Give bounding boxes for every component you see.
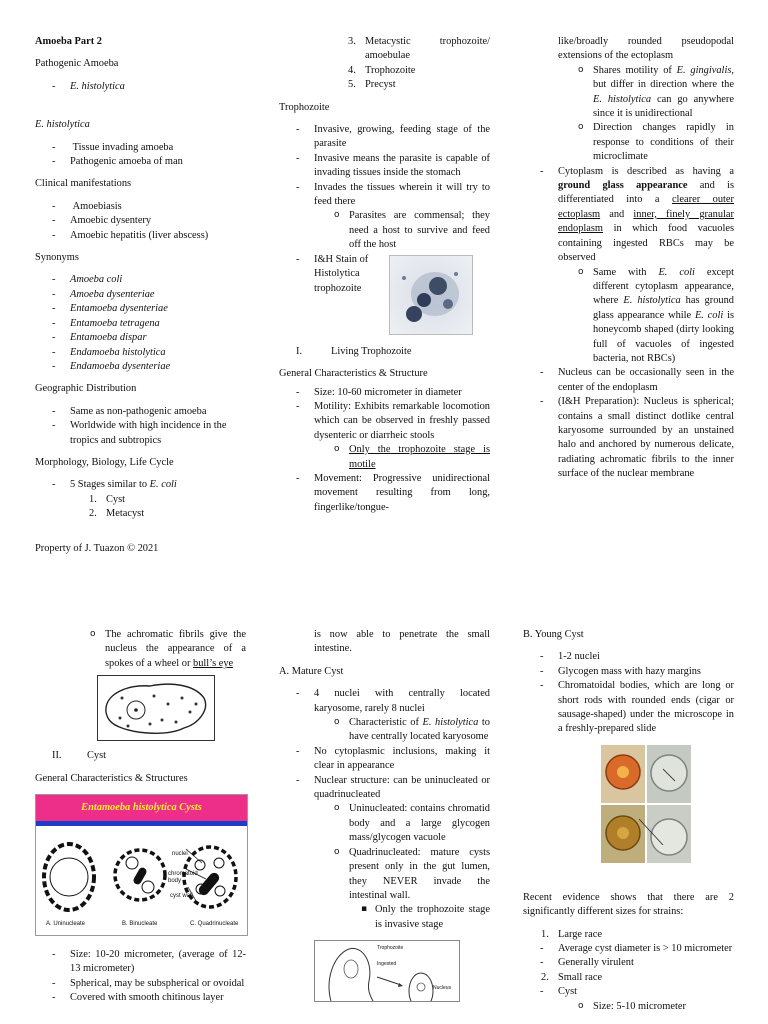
list-item: - Size: 10-60 micrometer in diameter: [279, 386, 490, 400]
list-item: - Amoeba dysenteriae: [35, 288, 248, 302]
list-item: - Amoebic hepatitis (liver abscess): [35, 229, 248, 243]
list-item: - Nuclear structure: can be uninucleated or quadrinucleated: [279, 774, 490, 803]
list-item: - Spherical, may be subspherical or ovoidal: [35, 977, 246, 991]
continued-text: is now able to penetrate the small intestine.: [314, 629, 490, 655]
list-item: 2. Metacyst: [89, 508, 145, 520]
label-chromatoid: chromatoid body: [168, 871, 198, 885]
list-item: - E. histolytica: [35, 80, 248, 94]
list-item: - Endamoeba histolytica: [35, 346, 248, 360]
list-item: o Parasites are commensal; they need a host to survive and feed off the host: [314, 209, 490, 252]
list-item: 2. Small race: [541, 971, 603, 983]
label-nuclei: nuclei: [172, 851, 188, 858]
clinical-heading: Clinical manifestations: [35, 178, 132, 190]
list-item: - Glycogen mass with hazy margins: [523, 665, 734, 679]
list-item: - Cytoplasm is described as having a ground glass appearance and is differentiated into a clearer outer ectoplasm and inner, finely granular endoplasm in which food vacuoles containing ingested RBCs may be observed: [523, 165, 734, 266]
list-item: o Quadrinucleated: mature cysts present only in the gut lumen, they NEVER invade the intestinal wall.: [314, 846, 490, 904]
list-item: - Covered with smooth chitinous layer: [35, 991, 246, 1005]
list-item: o The achromatic fibrils give the nucleus the appearance of a spokes of a wheel or bull’s eye: [70, 628, 246, 671]
list-item: - Average cyst diameter is > 10 micrometer: [523, 942, 734, 956]
list-item: - Same as non-pathogenic amoeba: [35, 405, 248, 419]
synonyms-heading: Synonyms: [35, 252, 79, 264]
list-item: - 5 Stages similar to E. coli: [35, 478, 248, 492]
list-item: - Movement: Progressive unidirectional movement resulting from long, fingerlike/tongue-: [279, 472, 490, 515]
list-item: 4. Trophozoite: [348, 64, 416, 76]
young-cyst-heading: B. Young Cyst: [523, 629, 584, 640]
continued-text: like/broadly rounded pseudopodal extensions of the ectoplasm: [558, 36, 734, 62]
figure-divider: [36, 821, 247, 826]
trophozoite-stain-image: [389, 255, 473, 335]
list-item: ▪ Only the trophozoite stage is invasive stage: [349, 903, 490, 932]
list-item: 5. Precyst: [348, 79, 396, 91]
list-item: - Invasive means the parasite is capable of invading tissues inside the stomach: [279, 152, 490, 181]
bulls-eye-nucleus-figure: [97, 675, 215, 741]
list-item: - Amoebiasis: [35, 200, 248, 214]
list-item: - Entamoeba tetragena: [35, 317, 248, 331]
label-quadrinucleate: C. Quadrinucleate: [190, 921, 239, 928]
list-item: o Shares motility of E. gingivalis, but differ in direction where the E. histolytica can go anywhere since it is unidirectional: [558, 64, 734, 122]
list-item: - Motility: Exhibits remarkable locomotion which can be observed in freshly passed dysenteric or diarrheic stools: [279, 400, 490, 443]
page1-right-column: [523, 35, 734, 482]
cysts-figure: [35, 794, 248, 936]
list-item: o Characteristic of E. histolytica to have centrally located karyosome: [314, 716, 490, 745]
page2-right-column: [523, 628, 734, 1014]
list-item: o Only the trophozoite stage is motile: [314, 443, 490, 472]
list-item: - Amoeba coli: [35, 273, 248, 287]
mature-cyst-heading: A. Mature Cyst: [279, 665, 344, 677]
section-heading-histolytica: E. histolytica: [35, 119, 90, 131]
list-item: - Entamoeba dysenteriae: [35, 302, 248, 316]
list-item: - Generally virulent: [523, 956, 734, 970]
list-item: - Worldwide with high incidence in the tropics and subtropics: [35, 419, 248, 448]
list-item: - Size: 10-20 micrometer, (average of 12-13 micrometer): [35, 948, 246, 977]
list-item: - Entamoeba dispar: [35, 331, 248, 345]
living-trophozoite-heading: I. Living Trophozoite: [296, 345, 412, 357]
list-item: - Amoebic dysentery: [35, 214, 248, 228]
list-item: o Direction changes rapidly in response to conditions of their microclimate: [558, 121, 734, 164]
list-item: - I&H Stain of Histolytica trophozoite: [279, 253, 384, 296]
label-binucleate: B. Binucleate: [122, 921, 158, 928]
list-item: - Endamoeba dysenteriae: [35, 360, 248, 374]
young-cyst-micrograph: [601, 745, 691, 863]
list-item: - Invasive, growing, feeding stage of the parasite: [279, 123, 490, 152]
label-nucleus: Nucleus: [433, 985, 452, 992]
cyst-stages-figure: [314, 940, 460, 1002]
list-item: - No cytoplasmic inclusions, making it clear in appearance: [279, 745, 490, 774]
recent-evidence-text: Recent evidence shows that there are 2 significantly different sizes for strains:: [523, 891, 734, 918]
pathogenic-amoeba-heading: Pathogenic Amoeba: [35, 58, 119, 70]
document-page-2: [0, 590, 768, 1024]
list-item: 1. Large race: [541, 928, 602, 940]
page1-left-column: [35, 35, 248, 556]
list-item: - Nucleus can be occasionally seen in the center of the endoplasm: [523, 366, 734, 395]
label-ingested: Ingested: [377, 961, 397, 968]
cysts-figure-title: Entamoeba histolytica Cysts: [36, 795, 247, 821]
list-item: - Chromatoidal bodies, which are long or short rods with rounded ends (cigar or sausage-shaped) under the microscope in a freshly-prepared slide: [523, 679, 734, 737]
cyst-heading: II. Cyst: [52, 750, 107, 762]
list-item: o Size: 5-10 micrometer: [558, 1000, 734, 1014]
morphology-heading: Morphology, Biology, Life Cycle: [35, 456, 174, 468]
page2-left-column: [35, 628, 246, 1006]
list-item: - Tissue invading amoeba: [35, 141, 248, 155]
label-trophozoite: Trophozoite: [377, 945, 404, 952]
general-characteristics-heading: General Characteristics & Structure: [279, 368, 428, 380]
geo-heading: Geographic Distribution: [35, 383, 137, 395]
page1-middle-column: [279, 35, 490, 515]
list-item: - Pathogenic amoeba of man: [35, 155, 248, 169]
list-item: - Cyst: [523, 985, 734, 999]
general-characteristics-heading: General Characteristics & Structures: [35, 772, 188, 784]
footer-copyright: Property of J. Tuazon © 2021: [35, 542, 159, 554]
list-item: - (I&H Preparation): Nucleus is spherical; contains a small distinct dotlike central karyosome surrounded by an unstained halo and anchored by numerous delicate, radiating achromatic fibrils to the inner surface of the nuclear membrane: [523, 395, 734, 481]
page2-middle-column: [279, 628, 490, 1002]
list-item: 1. Cyst: [89, 493, 126, 505]
document-title: Amoeba Part 2: [35, 36, 102, 47]
list-item: o Uninucleated: contains chromatid body and a large glycogen mass/glycogen vacuole: [314, 802, 490, 845]
label-uninucleate: A. Uninucleate: [46, 921, 86, 928]
trophozoite-heading: Trophozoite: [279, 101, 330, 113]
label-cyst-wall: cyst wall: [170, 893, 193, 900]
list-item: 3. Metacystic trophozoite/ amoebulae: [348, 36, 490, 62]
list-item: - 4 nuclei with centrally located karyosome, rarely 8 nuclei: [279, 687, 490, 716]
list-item: - Invades the tissues wherein it will try to feed there: [279, 181, 490, 210]
list-item: - 1-2 nuclei: [523, 650, 734, 664]
list-item: o Same with E. coli except different cytoplasm appearance, where E. histolytica has ground glass appearance while E. coli is honeycomb shaped (dirty looking full of vacuoles of ingested bacteria, not RBCs): [558, 266, 734, 367]
